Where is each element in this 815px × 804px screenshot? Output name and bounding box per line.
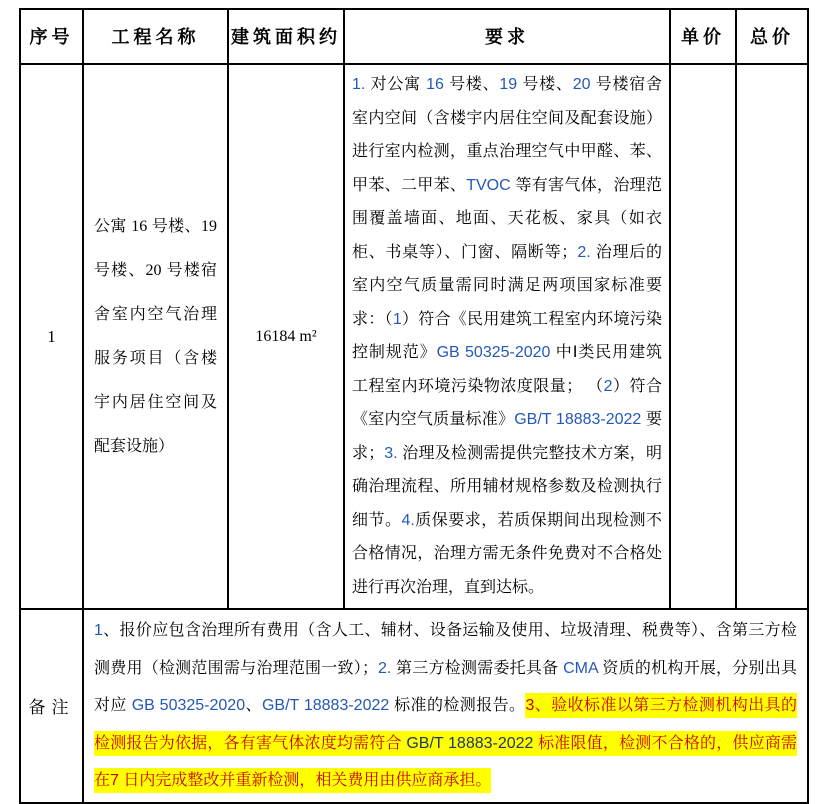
table-row [20,64,808,609]
text-segment: 2 [603,377,613,395]
header-requirements: 要求 [344,9,670,64]
text-segment: 要求； [352,411,662,462]
procurement-requirements-table [19,8,809,804]
text-segment: 16 [426,76,444,93]
text-segment: 2. [378,659,397,677]
text-segment: 号楼、 [443,76,500,93]
text-segment: 治理及检测需提供完整技术方案，明确治理流程、所用辅材规格参数及检测执行细节。 [352,444,662,529]
text-segment: 对公寓 [370,76,427,93]
cell-area: 16184 m² [228,64,344,609]
text-segment: 治理后的室内空气质量需同时满足两项国家标准要求：（ [352,243,662,328]
text-segment: CMA [563,659,598,677]
text-segment: 等有害气体，治理范围覆盖墙面、地面、天花板、家具（如衣柜、书桌等）、门窗、隔断等； [352,176,662,261]
cell-total-price [736,64,808,609]
text-segment: GB/T 18883-2022 [514,411,642,428]
text-segment: 3. [384,444,403,462]
text-segment: 19 [499,76,518,93]
text-segment: 中Ⅰ类民用建筑工程室内环境污染物浓度限量； （ [352,344,662,395]
text-segment: GB/T 18883-2022 [406,731,533,756]
text-segment: 1 [94,622,103,639]
text-segment: 资质的机构开展，分别出具对应 [94,659,797,714]
text-segment: GB/T 18883-2022 [261,697,390,714]
cell-project-name: 公寓 16 号楼、19 号楼、20 号楼宿舍室内空气治理服务项目（含楼宇内居住空间及配套设施） [83,64,228,609]
text-segment: 号楼宿舍室内空间（含楼宇内居住空间及配套设施）进行室内检测，重点治理空气中甲醛、苯、甲苯、二甲苯、 [352,76,663,194]
text-segment: 质保要求，若质保期间出现检测不合格情况，治理方需无条件免费对不合格处进行再次治理，直到达标。 [352,511,662,596]
text-segment: GB 50325-2020 [131,697,246,714]
header-index: 序号 [20,9,83,64]
text-segment: GB 50325-2020 [436,344,551,361]
text-segment: 标准的检测报告。 [389,697,526,714]
remarks-label: 备注 [20,609,83,803]
remarks-content [83,609,808,803]
text-segment: 20 [572,76,591,93]
text-segment: 1 [392,310,402,328]
cell-requirements [344,64,670,609]
text-segment: ）符合《民用建筑工程室内环境污染控制规范》 [352,310,662,361]
text-segment: 号楼、 [517,76,573,93]
text-segment: 、报价应包含治理所有费用（含人工、辅材、设备运输及使用、垃圾清理、税费等）、含第三方检测费用（检测范围需与治理范围一致）； [94,622,797,677]
text-segment: 2. [577,243,596,261]
header-project-name: 工程名称 [83,9,228,64]
remarks-row [20,609,808,803]
text-segment: 1. [352,76,371,93]
text-segment: 、 [245,697,262,714]
header-area: 建筑面积约 [228,9,344,64]
text-segment: TVOC [466,176,511,194]
text-segment: 4. [401,511,415,529]
text-segment: ）符合《室内空气质量标准》 [352,377,662,428]
text-segment: 3、验收标准以第三方检测机构出具的检测报告为依据，各有害气体浓度均需符合 [94,693,797,756]
header-unit-price: 单价 [670,9,736,64]
header-row [20,9,808,64]
header-total-price: 总价 [736,9,808,64]
text-segment: 标准限值，检测不合格的，供应商需在7 日内完成整改并重新检测，相关费用由供应商承担。 [94,731,797,794]
cell-index: 1 [20,64,83,609]
cell-unit-price [670,64,736,609]
text-segment: 第三方检测需委托具备 [396,659,564,677]
